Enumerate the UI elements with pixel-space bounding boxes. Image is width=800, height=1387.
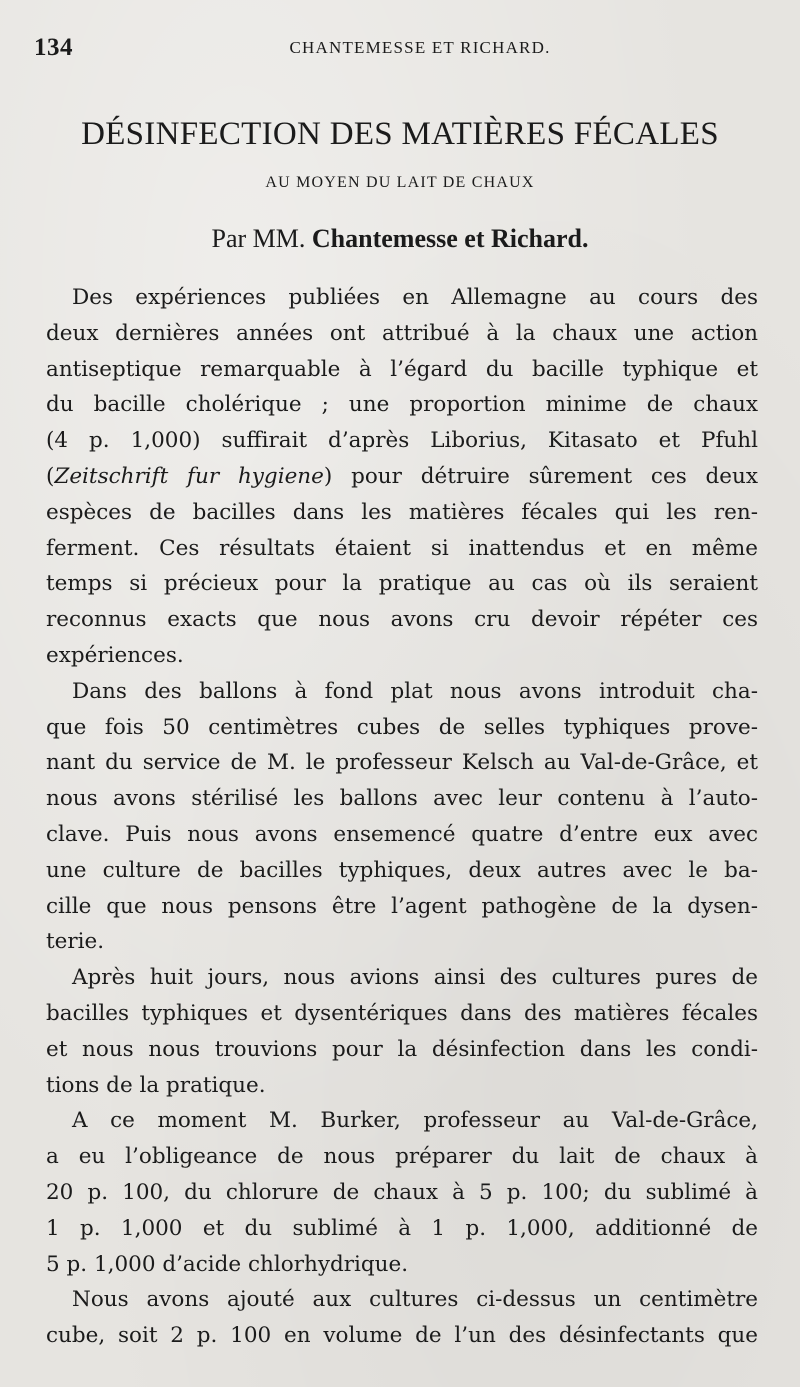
text-line: 20 p. 100, du chlorure de chaux à 5 p. 100; du sublimé à xyxy=(46,1179,758,1205)
text-line: Après huit jours, nous avions ainsi des cultures pures de xyxy=(72,965,758,991)
text-line: que fois 50 centimètres cubes de selles typhiques prove- xyxy=(46,714,758,740)
text-line: nous avons stérilisé les ballons avec leur contenu à l’auto- xyxy=(46,786,758,812)
text-line: tions de la pratique. xyxy=(46,1072,266,1098)
text-line: 1 p. 1,000 et du sublimé à 1 p. 1,000, additionné de xyxy=(46,1215,758,1241)
article-subtitle: AU MOYEN DU LAIT DE CHAUX xyxy=(265,174,535,191)
text-line: deux dernières années ont attribué à la chaux une action xyxy=(46,320,758,346)
text-line: reconnus exacts que nous avons cru devoir répéter ces xyxy=(46,607,758,633)
text-line: cille que nous pensons être l’agent pathogène de la dysen- xyxy=(46,893,758,919)
text-line: Dans des ballons à fond plat nous avons introduit cha- xyxy=(72,678,758,704)
running-header xyxy=(34,34,766,64)
open-paren: ( xyxy=(46,463,55,489)
authors-names: Chantemesse et Richard. xyxy=(311,224,589,253)
text-line: expériences. xyxy=(46,642,184,668)
text-line: espèces de bacilles dans les matières fécales qui les ren- xyxy=(46,499,758,525)
authors-prefix: Par MM. xyxy=(211,224,312,253)
text-line: nant du service de M. le professeur Kelsch au Val-de-Grâce, et xyxy=(46,750,758,776)
text-line: une culture de bacilles typhiques, deux autres avec le ba- xyxy=(46,857,758,883)
text-line: bacilles typhiques et dysentériques dans des matières fécales xyxy=(46,1000,758,1026)
article-authors xyxy=(40,224,760,254)
text-line: ferment. Ces résultats étaient si inattendus et en même xyxy=(46,535,758,561)
page-number: 134 xyxy=(34,34,73,61)
running-title: CHANTEMESSE ET RICHARD. xyxy=(289,38,551,57)
body-text xyxy=(46,280,758,1354)
article-title: DÉSINFECTION DES MATIÈRES FÉCALES xyxy=(81,116,719,152)
text-line: terie. xyxy=(46,929,105,955)
journal-title: Zeitschrift fur hygiene xyxy=(54,463,324,489)
text-line: A ce moment M. Burker, professeur au Val-de-Grâce, xyxy=(72,1108,758,1134)
text-line: temps si précieux pour la pratique au cas où ils seraient xyxy=(46,571,758,597)
text-line: du bacille cholérique ; une proportion minime de chaux xyxy=(46,392,758,418)
text-line: (4 p. 1,000) suffirait d’après Liborius, Kitasato et Pfuhl xyxy=(46,428,758,454)
text-line: clave. Puis nous avons ensemencé quatre d’entre eux avec xyxy=(46,821,758,847)
text-line: Des expériences publiées en Allemagne au cours des xyxy=(72,285,758,310)
text-line: 5 p. 1,000 d’acide chlorhydrique. xyxy=(46,1251,409,1277)
text-line: cube, soit 2 p. 100 en volume de l’un des désinfectants que xyxy=(46,1323,758,1349)
text-line: antiseptique remarquable à l’égard du bacille typhique et xyxy=(46,356,758,382)
text-line: et nous nous trouvions pour la désinfection dans les condi- xyxy=(46,1036,758,1062)
text-line: Nous avons ajouté aux cultures ci-dessus un centimètre xyxy=(72,1287,758,1313)
text-line: a eu l’obligeance de nous préparer du lait de chaux à xyxy=(46,1144,758,1170)
text-segment: ) pour détruire sûrement ces deux xyxy=(323,463,758,489)
text-line xyxy=(46,459,758,495)
